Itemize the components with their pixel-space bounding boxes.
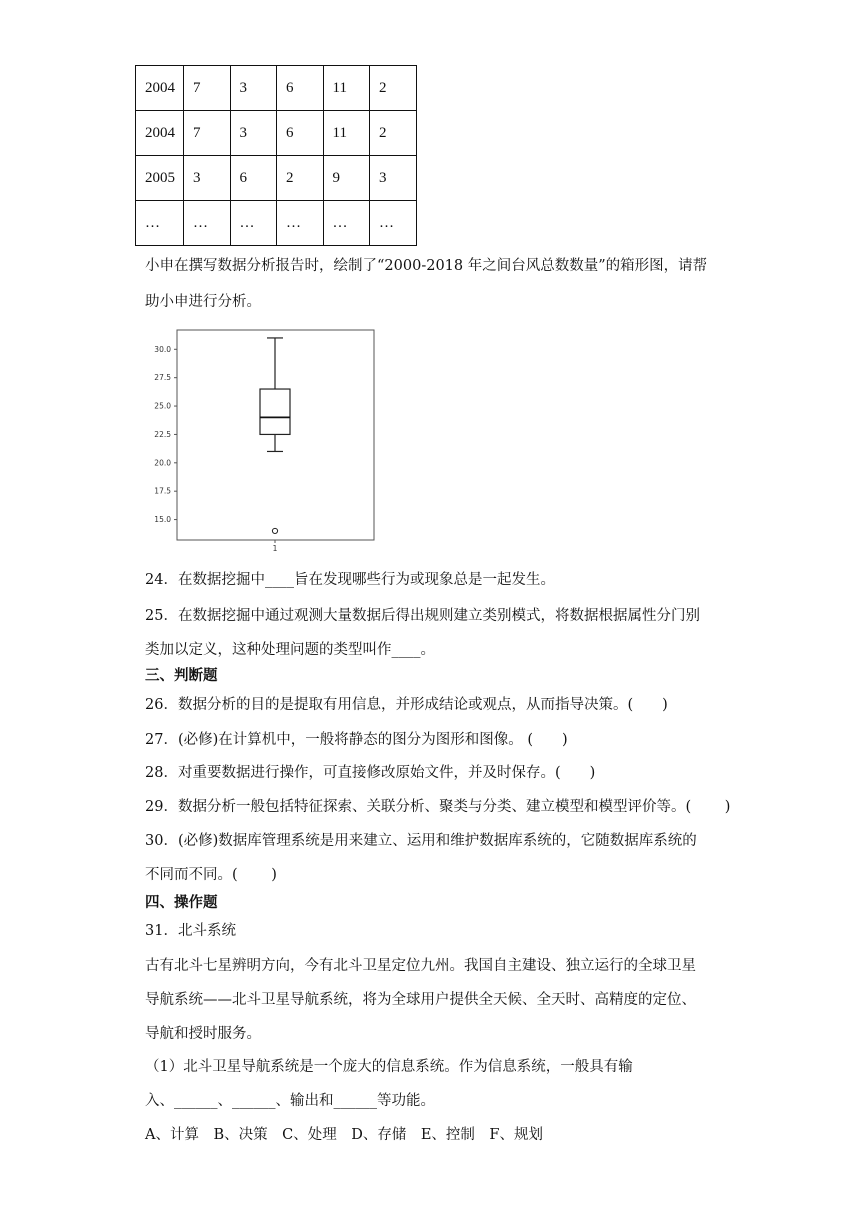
table-cell: 3 xyxy=(370,156,417,201)
question-28: 28．对重要数据进行操作，可直接修改原始文件，并及时保存。( ) xyxy=(145,765,596,781)
y-tick-label: 17.5 xyxy=(154,486,171,496)
question-31-options: A、计算 B、决策 C、处理 D、存储 E、控制 F、规划 xyxy=(145,1127,543,1143)
table-row xyxy=(136,201,417,246)
table-cell: … xyxy=(277,201,324,246)
question-27: 27．(必修)在计算机中，一般将静态的图分为图形和图像。 ( ) xyxy=(145,732,568,748)
table-cell: 11 xyxy=(323,111,370,156)
table-cell: … xyxy=(323,201,370,246)
x-tick-label: 1 xyxy=(272,544,278,553)
table-cell: 2 xyxy=(370,66,417,111)
table-cell: 2005 xyxy=(136,156,184,201)
y-tick-label: 25.0 xyxy=(154,401,171,411)
table-cell: … xyxy=(136,201,184,246)
table-cell: … xyxy=(184,201,231,246)
question-29: 29．数据分析一般包括特征探索、关联分析、聚类与分类、建立模型和模型评价等。( ) xyxy=(145,799,731,815)
question-30-continued: 不同而不同。( ) xyxy=(145,867,277,883)
table-cell: 2004 xyxy=(136,66,184,111)
intro-text-line: 助小申进行分析。 xyxy=(145,294,261,310)
section-heading-operation: 四、操作题 xyxy=(145,894,218,911)
question-24: 24．在数据挖掘中____旨在发现哪些行为或现象总是一起发生。 xyxy=(145,572,555,588)
table-cell: 6 xyxy=(230,156,277,201)
typhoon-data-table xyxy=(135,65,417,246)
intro-text-line: 小申在撰写数据分析报告时，绘制了“2000-2018 年之间台风总数数量”的箱形图，请帮 xyxy=(145,258,708,274)
table-row xyxy=(136,111,417,156)
box xyxy=(260,389,290,434)
y-tick-label: 20.0 xyxy=(154,458,171,468)
table-cell: … xyxy=(370,201,417,246)
table-cell: 6 xyxy=(277,111,324,156)
question-31-paragraph: 导航和授时服务。 xyxy=(145,1026,261,1042)
question-25-continued: 类加以定义，这种处理问题的类型叫作____。 xyxy=(145,642,435,658)
table-cell: 3 xyxy=(184,156,231,201)
table-cell: … xyxy=(230,201,277,246)
table-cell: 2 xyxy=(370,111,417,156)
table-cell: 9 xyxy=(323,156,370,201)
question-31-paragraph: 导航系统——北斗卫星导航系统，将为全球用户提供全天候、全天时、高精度的定位、 xyxy=(145,992,696,1008)
table-cell: 7 xyxy=(184,66,231,111)
table-cell: 3 xyxy=(230,66,277,111)
table-cell: 6 xyxy=(277,66,324,111)
table-cell: 2 xyxy=(277,156,324,201)
table-cell: 7 xyxy=(184,111,231,156)
table-cell: 3 xyxy=(230,111,277,156)
question-31-sub1: （1）北斗卫星导航系统是一个庞大的信息系统。作为信息系统，一般具有输 xyxy=(145,1059,633,1075)
question-31-sub1-continued: 入、______、______、输出和______等功能。 xyxy=(145,1093,435,1109)
question-31-title: 31．北斗系统 xyxy=(145,923,236,939)
question-30: 30．(必修)数据库管理系统是用来建立、运用和维护数据库系统的，它随数据库系统的 xyxy=(145,833,697,849)
outlier-point xyxy=(272,528,277,533)
table-cell: 2004 xyxy=(136,111,184,156)
table-row xyxy=(136,66,417,111)
question-31-paragraph: 古有北斗七星辨明方向，今有北斗卫星定位九州。我国自主建设、独立运行的全球卫星 xyxy=(145,958,696,974)
y-tick-label: 15.0 xyxy=(154,515,171,525)
table-cell: 11 xyxy=(323,66,370,111)
y-tick-label: 22.5 xyxy=(154,429,171,439)
question-26: 26．数据分析的目的是提取有用信息，并形成结论或观点，从而指导决策。( ) xyxy=(145,697,668,713)
question-25: 25．在数据挖掘中通过观测大量数据后得出规则建立类别模式，将数据根据属性分门别 xyxy=(145,608,700,624)
typhoon-boxplot xyxy=(145,326,380,556)
section-heading-judgement: 三、判断题 xyxy=(145,667,218,684)
y-tick-label: 27.5 xyxy=(154,373,171,383)
table-row xyxy=(136,156,417,201)
y-tick-label: 30.0 xyxy=(154,344,171,354)
